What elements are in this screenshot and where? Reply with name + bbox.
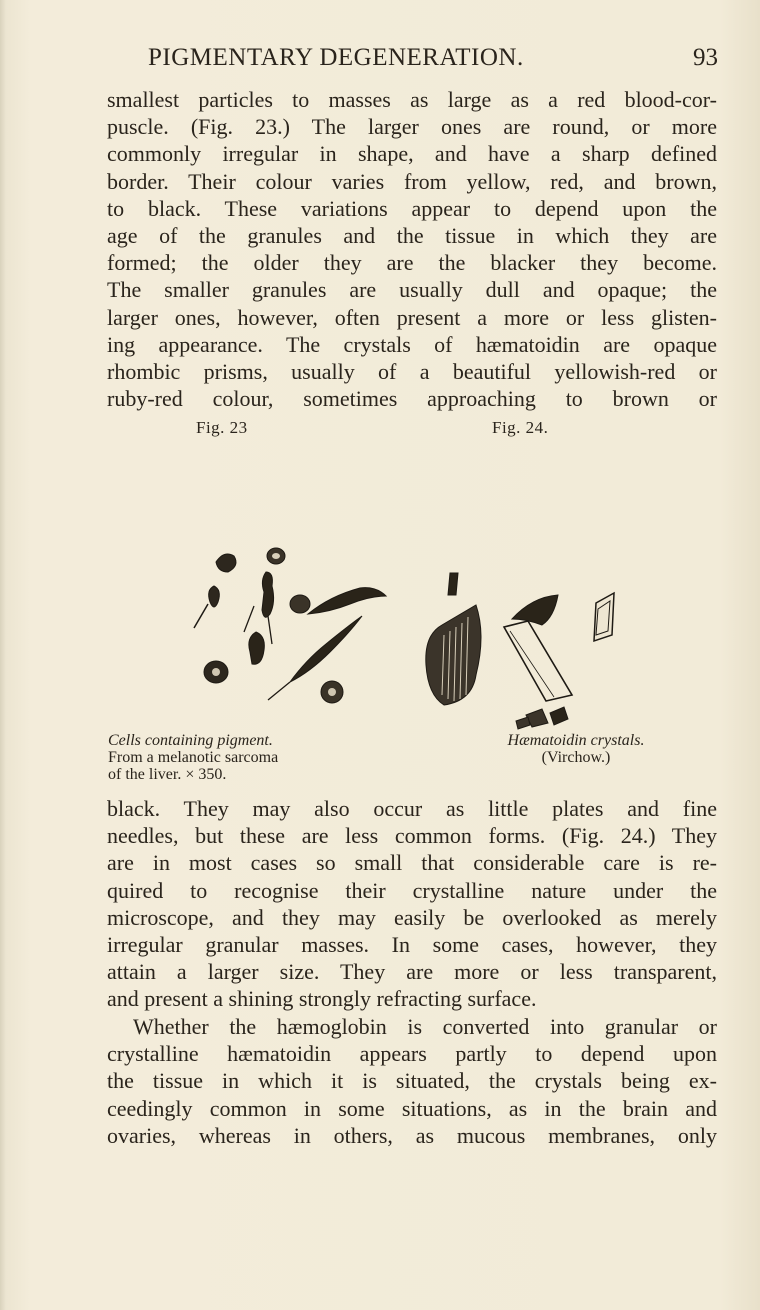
text-line: rhombic prisms, usually of a beautiful yellowish-red or — [107, 359, 717, 385]
fig-24-illustration — [396, 545, 636, 735]
text-line: The smaller granules are usually dull and opaque; the — [107, 277, 717, 303]
text-line: border. Their colour varies from yellow, red, and brown, — [107, 168, 717, 194]
fig-24-caption — [466, 732, 686, 766]
text-line: smallest particles to masses as large as a red blood-cor- — [107, 87, 717, 112]
paragraph-1 — [107, 86, 717, 412]
paragraph-2 — [107, 795, 717, 1013]
text-line: ovaries, whereas in others, as mucous membranes, only — [107, 1122, 717, 1148]
fig-24-label: Fig. 24. — [492, 418, 549, 437]
paragraph-3 — [107, 1013, 717, 1149]
fig-23-caption — [108, 732, 278, 783]
fig-23-label: Fig. 23 — [196, 418, 248, 437]
text-line: quired to recognise their crystalline nature under the — [107, 877, 717, 903]
running-title: PIGMENTARY DEGENERATION. — [148, 44, 524, 71]
fig-23-caption-line: From a melanotic sarcoma — [108, 749, 279, 766]
text-line: black. They may also occur as little plates and fine — [107, 796, 717, 821]
fig-24-caption-line: (Virchow.) — [541, 749, 611, 766]
text-line: microscope, and they may easily be overlooked as merely — [107, 904, 717, 930]
text-line: crystalline hæmatoidin appears partly to depend upon — [107, 1041, 717, 1067]
text-line: Whether the hæmoglobin is converted into granular or — [133, 1014, 717, 1039]
text-line: irregular granular masses. In some cases, however, they — [107, 932, 717, 958]
text-line: the tissue in which it is situated, the crystals being ex- — [107, 1068, 717, 1094]
fig-24-caption-title: Hæmatoidin crystals. — [507, 732, 645, 749]
text-line: ruby-red colour, sometimes approaching to brown or — [107, 386, 717, 412]
text-line: attain a larger size. They are more or less transparent, — [107, 959, 717, 985]
text-line: needles, but these are less common forms. (Fig. 24.) They — [107, 823, 717, 849]
text-line: larger ones, however, often present a more or less glisten- — [107, 304, 717, 330]
text-line: commonly irregular in shape, and have a sharp defined — [107, 141, 717, 167]
text-line: are in most cases so small that considerable care is re- — [107, 850, 717, 876]
text-line: and present a shining strongly refracting surface. — [107, 986, 537, 1012]
text-line: age of the granules and the tissue in which they are — [107, 223, 717, 249]
text-line: to black. These variations appear to depend upon the — [107, 195, 717, 221]
text-line: ing appearance. The crystals of hæmatoidin are opaque — [107, 331, 717, 357]
fig-23-caption-title: Cells containing pigment. — [108, 732, 273, 749]
text-line: formed; the older they are the blacker they become. — [107, 250, 717, 276]
fig-23-caption-line: of the liver. × 350. — [108, 766, 227, 783]
text-line: puscle. (Fig. 23.) The larger ones are round, or more — [107, 114, 717, 140]
page-number: 93 — [693, 44, 718, 71]
text-line: ceedingly common in some situations, as in the brain and — [107, 1095, 717, 1121]
page-header — [110, 44, 718, 80]
